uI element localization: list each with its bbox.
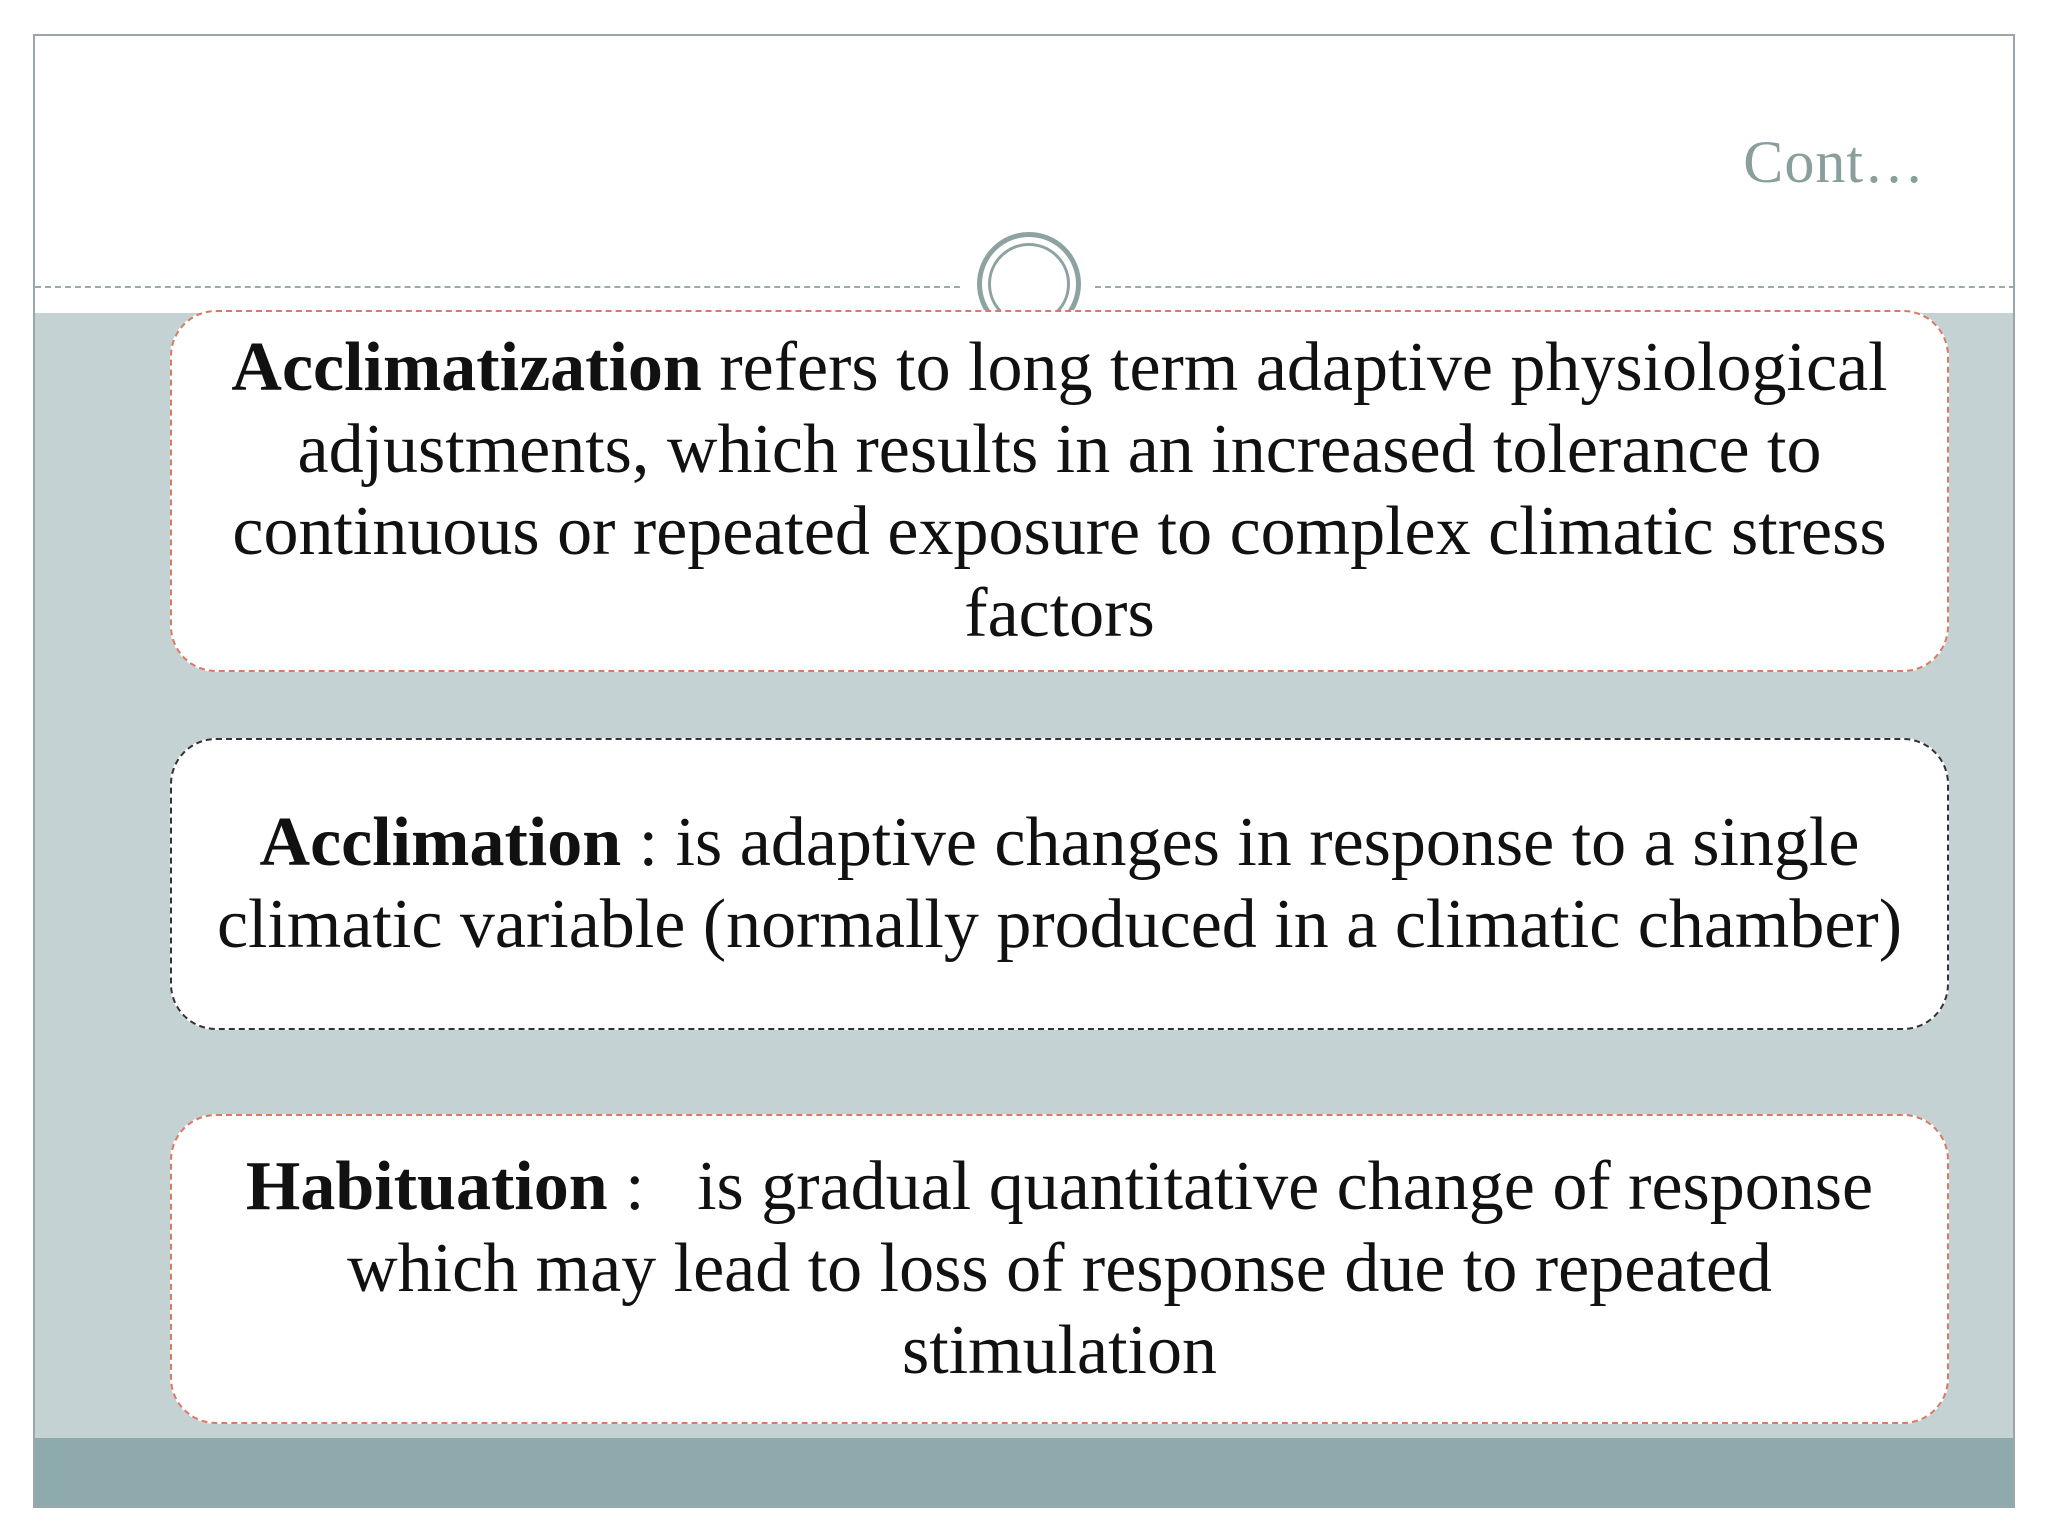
acclimatization-definition-box [170, 310, 1949, 672]
habituation-definition-box [170, 1114, 1949, 1424]
acclimation-text: : is adaptive changes in response to a single climatic variable (normally produced in a climatic chamber) [216, 804, 1903, 963]
title-divider-right [1095, 286, 2015, 288]
title-divider-left [35, 286, 960, 288]
footer-band [35, 1438, 2013, 1508]
habituation-text: : is gradual quantitative change of response which may lead to loss of response due to repeated stimulation [347, 1148, 1891, 1389]
habituation-definition [202, 1146, 1917, 1392]
slide [33, 34, 2015, 1508]
acclimation-definition-box [170, 738, 1949, 1030]
slide-title: Cont… [1743, 129, 1925, 195]
acclimatization-term: Acclimatization [231, 329, 702, 406]
acclimatization-definition [202, 327, 1917, 655]
acclimation-term: Acclimation [259, 804, 622, 881]
acclimatization-text: refers to long term adaptive physiological adjustments, which results in an increased tolerance to continuous or repeated exposure to complex climatic stress factors [232, 329, 1888, 652]
acclimation-definition [202, 802, 1917, 966]
habituation-term: Habituation [245, 1148, 608, 1225]
